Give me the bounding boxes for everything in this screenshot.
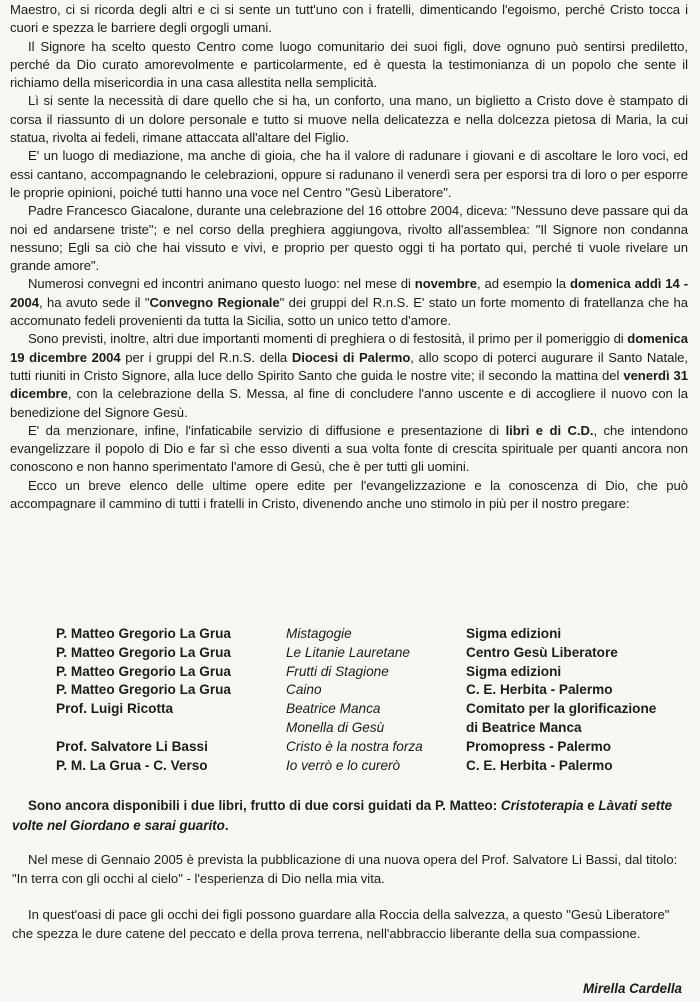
book-title: Caino xyxy=(286,682,322,698)
book-publisher: C. E. Herbita - Palermo xyxy=(466,757,613,773)
book-publisher: di Beatrice Manca xyxy=(466,719,582,735)
announcement-paragraph: Nel mese di Gennaio 2005 è prevista la pubblicazione di una nuova opera del Prof. Salvatore Li Bassi, dal titolo: "In terra con gli occhi al cielo" - l'esperienza di Dio nella mia vita. xyxy=(12,852,678,886)
book-author: P. M. La Grua - C. Verso xyxy=(56,757,208,773)
book-publisher: Comitato per la glorificazione xyxy=(466,701,657,717)
book-row xyxy=(56,719,696,738)
closing-paragraph: In quest'oasi di pace gli occhi dei figli possono guardare alla Roccia della salvezza, a questo "Gesù Liberatore" che spezza le dure catene del peccato e della prova terrena, nell'abbraccio liberante della sua compassione. xyxy=(12,907,670,941)
book-publisher: Sigma edizioni xyxy=(466,663,562,679)
book-row xyxy=(56,700,696,719)
book-title: Io verrò e lo curerò xyxy=(286,757,401,773)
date-highlight: domenica 19 dicembre 2004 xyxy=(10,331,688,365)
diocese-highlight: Diocesi di Palermo xyxy=(291,349,411,365)
paragraph-elenco: Ecco un breve elenco delle ultime opere edite per l'evangelizzazione e la conoscenza di Dio, che può accompagnare il cammino di tutti i fratelli in Cristo, divenendo anche uno stimolo in più per il nostro pregare: xyxy=(10,477,688,512)
availability-note: Sono ancora disponibili i due libri, frutto di due corsi guidati da P. Matteo: Cristoterapia e Làvati sette volte nel Giordano e sarai guarito. xyxy=(12,798,673,833)
date-highlight: domenica addì 14 - 2004 xyxy=(10,276,688,310)
book-title: Cristo è la nostra forza xyxy=(286,738,423,754)
article-body xyxy=(10,1,688,513)
paragraph-centro: Il Signore ha scelto questo Centro come luogo comunitario dei suoi figli, dove ognuno può sentirsi prediletto, perché da Dio curato amorevolmente e particolarmente, ed è questa la testimonianza di un popolo che sente il richiamo della misericordia in una casa allestita nella semplicità. xyxy=(10,38,688,91)
book-title: Frutti di Stagione xyxy=(286,663,389,679)
books-highlight: libri e di C.D. xyxy=(505,422,594,438)
month-highlight: novembre xyxy=(414,276,477,292)
book-title: Mistagogie xyxy=(286,626,352,641)
author-signature: Mirella Cardella xyxy=(583,981,682,996)
book-author: P. Matteo Gregorio La Grua xyxy=(56,682,231,698)
paragraph-convegni: Numerosi convegni ed incontri animano questo luogo: nel mese di novembre, ad esempio la domenica addì 14 - 2004, ha avuto sede il "Convegno Regionale" dei gruppi del R.n.S. E' stato un forte momento di fratellanza che ha accomunato fedeli provenienti da tutta la Sicilia, sotto un unico tetto d'amore. xyxy=(10,276,688,329)
book-publisher: Centro Gesù Liberatore xyxy=(466,644,618,660)
book-publisher: Promopress - Palermo xyxy=(466,738,612,754)
book-row xyxy=(56,681,696,700)
paragraph-giacalone: Padre Francesco Giacalone, durante una celebrazione del 16 ottobre 2004, diceva: "Nessuno deve passare qui da noi ed andarsene triste"; e nel corso della preghiera aggiungova, rivolto all'assemblea: "Il Signore non condanna nessuno; Egli sa ciò che hai vissuto e vivi, e proprio per questo oggi ti ha portato qui, perché ti vuole rivelare un grande amore". xyxy=(10,203,688,274)
book-author: P. Matteo Gregorio La Grua xyxy=(56,663,231,679)
book-row xyxy=(56,625,696,644)
book-author: Prof. Luigi Ricotta xyxy=(56,701,174,717)
book-publisher: C. E. Herbita - Palermo xyxy=(466,682,613,698)
book-title: Le Litanie Lauretane xyxy=(286,644,410,660)
book-title: Monella di Gesù xyxy=(286,719,385,735)
convegno-highlight: Convegno Regionale xyxy=(149,294,280,310)
book-title: Beatrice Manca xyxy=(286,701,381,717)
book-row xyxy=(56,738,696,757)
book-author: P. Matteo Gregorio La Grua xyxy=(56,626,231,641)
book-publisher: Sigma edizioni xyxy=(466,626,562,641)
paragraph-mediazione: E' un luogo di mediazione, ma anche di gioia, che ha il valore di radunare i giovani e di ascoltare le loro voci, ed essi cantano, accompagnando le celebrazioni, oppure si radunano il venerdì sera per esporsi tra di loro o per esporre le proprie opinioni, poiché tutti hanno una voce nel Centro "Gesù Liberatore". xyxy=(10,148,688,200)
book-author: Prof. Salvatore Li Bassi xyxy=(56,738,208,754)
book-author: P. Matteo Gregorio La Grua xyxy=(56,644,231,660)
paragraph-necessita: Lì si sente la necessità di dare quello che si ha, un conforto, una mano, un biglietto a Cristo dove è stampato di corsa il riassunto di un dolore personale e tutto si muove nella delicatezza e nella dolcezza pietosa di Maria, la cui statua, rivolta ai fedeli, rimane attaccata all'altare del Figlio. xyxy=(10,93,688,146)
paragraph-diffusione: E' da menzionare, infine, l'infaticabile servizio di diffusione e presentazione di libri e di C.D., che intendono evangelizzare il popolo di Dio e far sì che esso diventi a sua volta fonte di crescita spirituale per quanti ancora non conoscono e non hanno sperimentato l'amore di Gesù, che è per tutti gli uomini. xyxy=(10,422,689,475)
paragraph-opening: Maestro, ci si ricorda degli altri e ci si sente un tutt'uno con i fratelli, dimenticando l'egoismo, perché Cristo tocca i cuori e spezza le barriere degli orgogli umani. xyxy=(10,2,688,36)
book-row xyxy=(56,757,696,776)
book-row xyxy=(56,663,696,682)
paragraph-eventi: Sono previsti, inoltre, altri due importanti momenti di preghiera o di festosità, il primo per il pomeriggio di domenica 19 dicembre 2004 per i gruppi del R.n.S. della Diocesi di Palermo, allo scopo di poterci augurare il Santo Natale, tutti riuniti in Cristo Signore, alla luce dello Spirito Santo che guida le nostre vite; il secondo la mattina del venerdì 31 dicembre, con la celebrazione della S. Messa, al fine di concludere l'anno uscente e di accogliere il nuovo con la benedizione del Signore Gesù. xyxy=(10,331,689,420)
books-list xyxy=(56,625,696,775)
book-title-cristoterapia: Cristoterapia xyxy=(500,798,584,813)
book-row xyxy=(56,644,696,663)
date-highlight: venerdì 31 dicembre xyxy=(10,367,689,402)
book-title-lavati: Làvati sette volte nel Giordano e sarai guarito xyxy=(12,798,673,833)
book-author xyxy=(56,719,286,738)
